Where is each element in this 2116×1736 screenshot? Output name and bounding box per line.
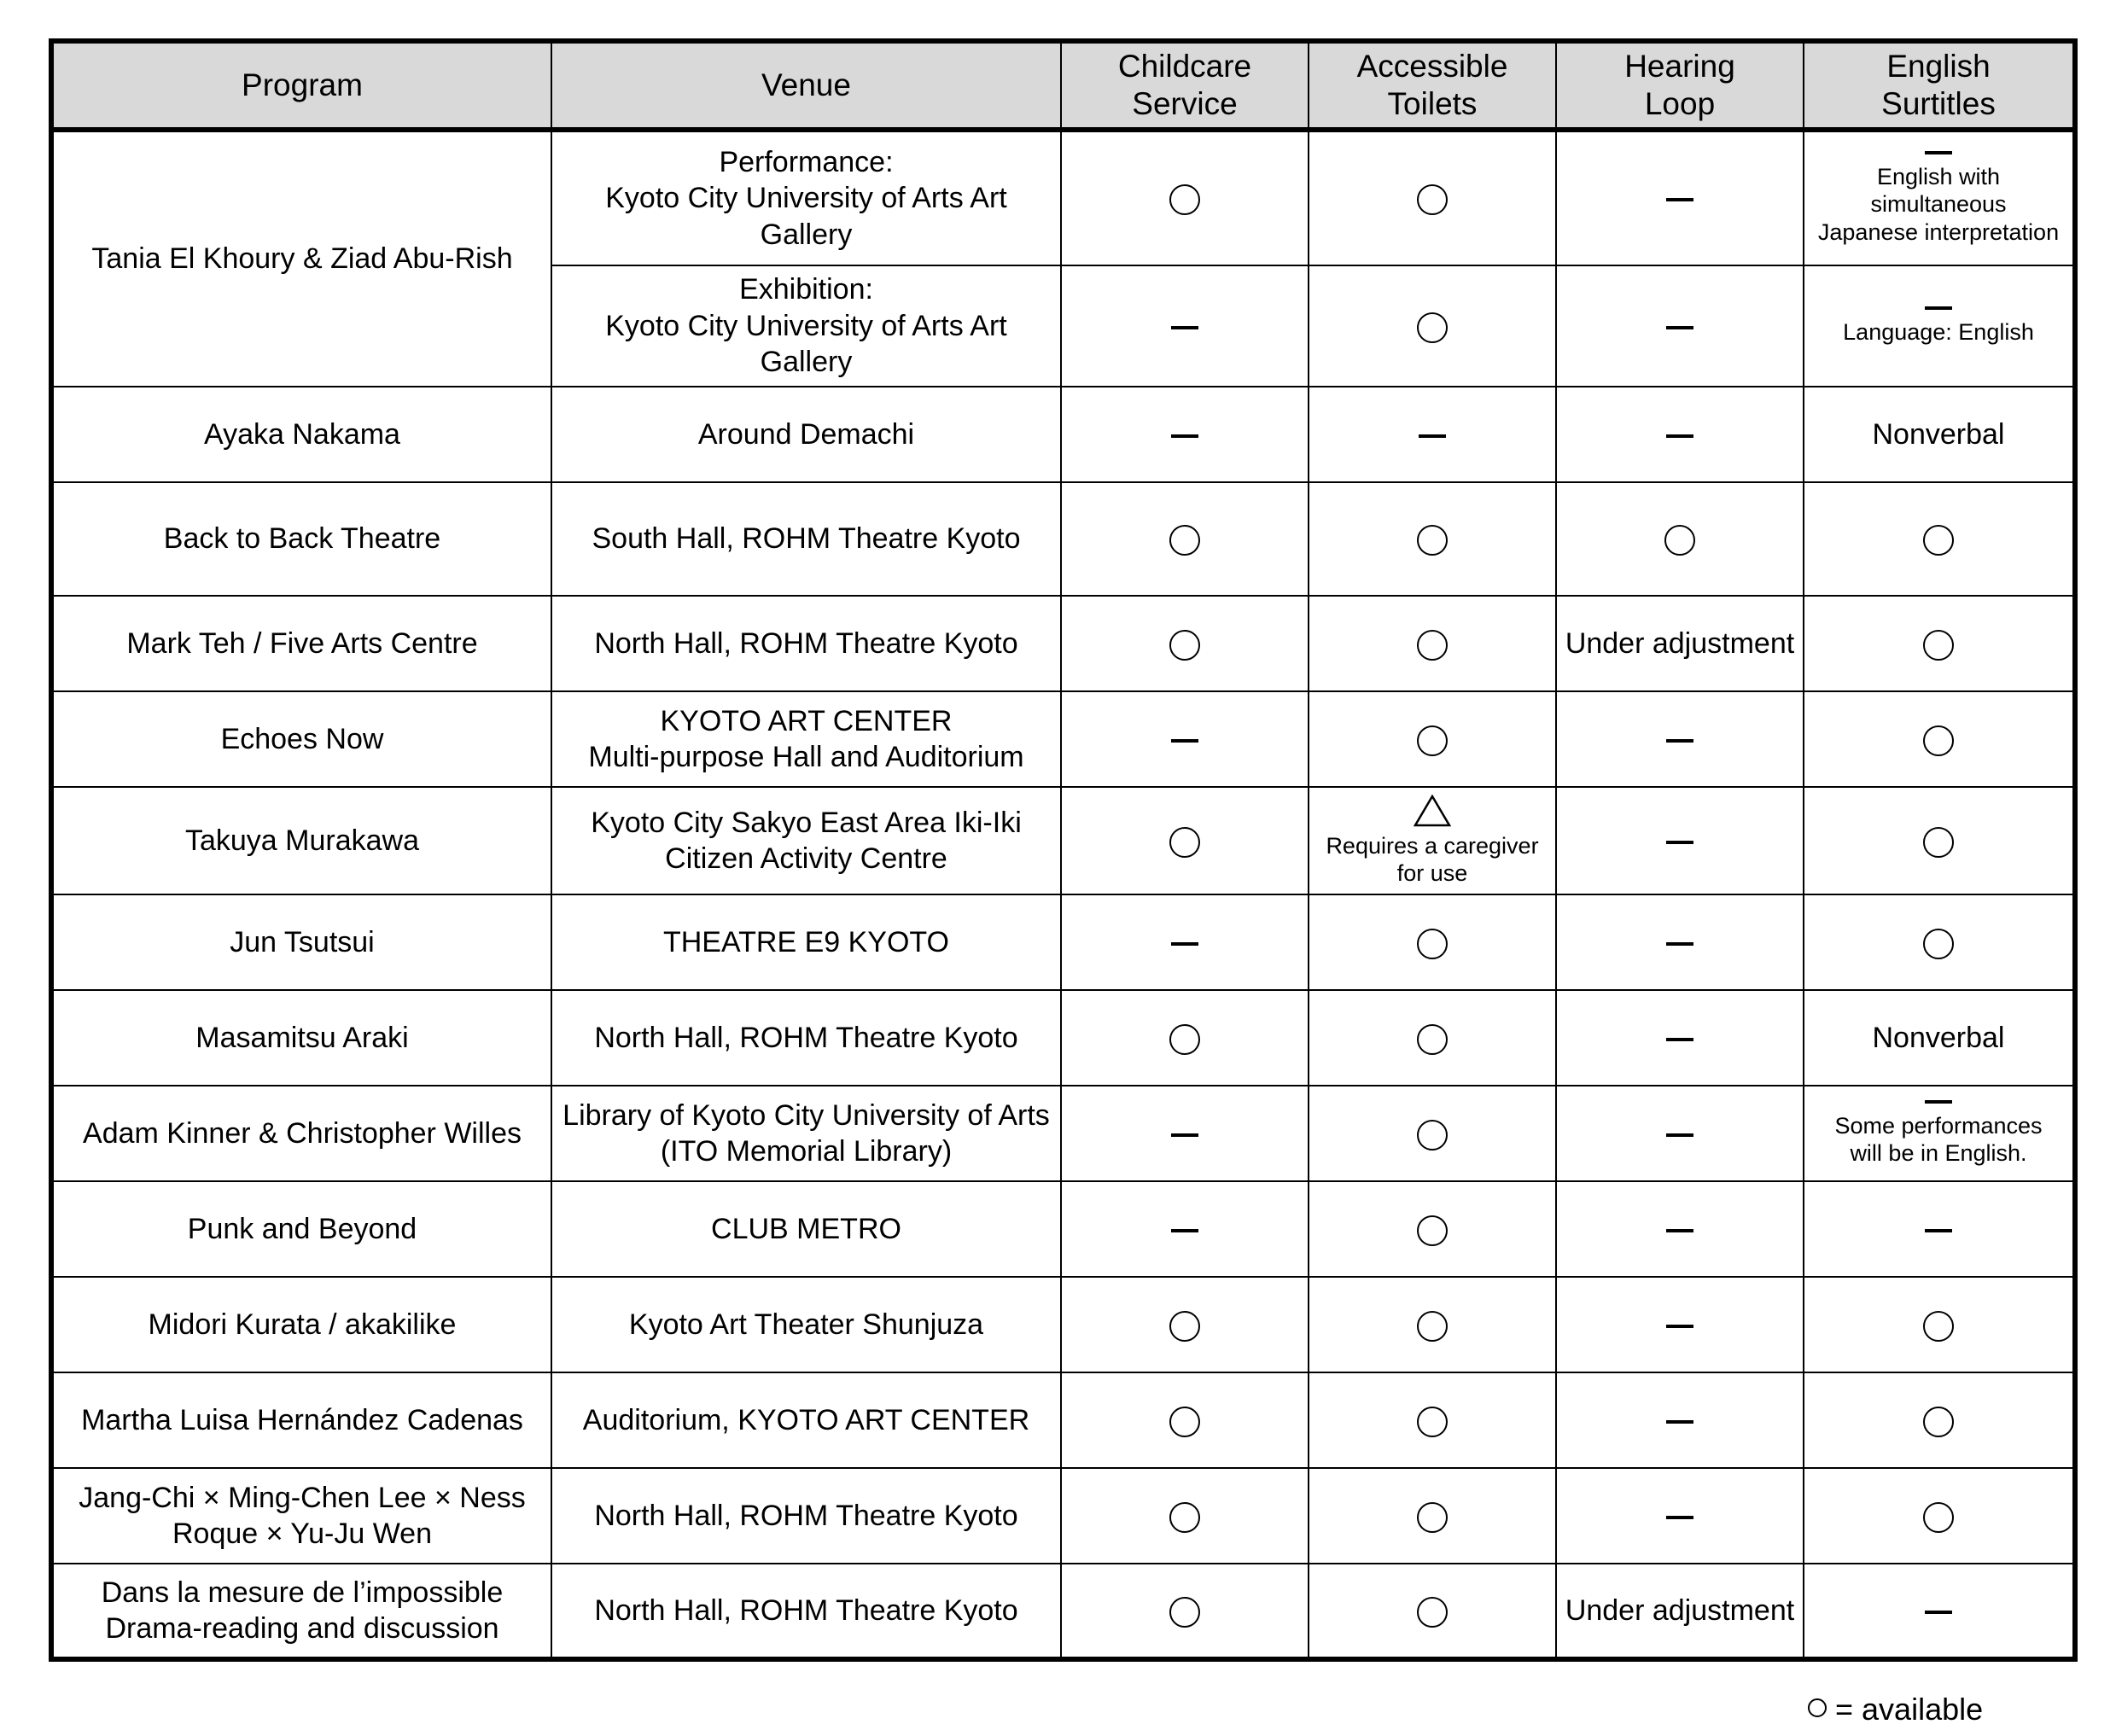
surtitles-cell	[1804, 691, 2075, 787]
surtitles-note: Some performances will be in English.	[1834, 1112, 2043, 1166]
program-cell: Jun Tsutsui	[51, 894, 551, 990]
not-available-icon	[1925, 1611, 1952, 1614]
surtitles-cell	[1804, 265, 2075, 387]
hearing-loop-cell	[1556, 1564, 1804, 1659]
available-icon	[1417, 725, 1448, 756]
legend	[1808, 1694, 1983, 1725]
childcare-cell	[1061, 596, 1309, 691]
available-icon	[1169, 827, 1200, 858]
program-cell: Martha Luisa Hernández Cadenas	[51, 1372, 551, 1468]
childcare-cell	[1061, 1468, 1309, 1564]
available-icon	[1923, 525, 1954, 556]
toilets-cell	[1309, 1564, 1556, 1659]
not-available-icon	[1666, 942, 1693, 946]
hearing-loop-cell	[1556, 596, 1804, 691]
venue-cell: North Hall, ROHM Theatre Kyoto	[551, 596, 1061, 691]
venue-cell: North Hall, ROHM Theatre Kyoto	[551, 990, 1061, 1086]
table-row	[51, 1086, 2075, 1181]
childcare-cell	[1061, 894, 1309, 990]
childcare-cell	[1061, 265, 1309, 387]
available-icon	[1417, 1502, 1448, 1533]
not-available-icon	[1666, 326, 1693, 329]
surtitles-note: English with simultaneous Japanese interpretation	[1817, 163, 2060, 245]
childcare-cell	[1061, 387, 1309, 482]
available-icon	[1169, 1311, 1200, 1342]
program-cell: Mark Teh / Five Arts Centre	[51, 596, 551, 691]
not-available-icon	[1666, 434, 1693, 438]
childcare-cell	[1061, 990, 1309, 1086]
header-venue: Venue	[551, 41, 1061, 130]
available-icon	[1169, 1597, 1200, 1628]
available-icon	[1417, 1120, 1448, 1151]
venue-cell: Exhibition: Kyoto City University of Arts Art Gallery	[551, 265, 1061, 387]
hearing-loop-cell	[1556, 130, 1804, 265]
available-icon	[1169, 1407, 1200, 1437]
toilets-cell	[1309, 265, 1556, 387]
program-cell: Jang-Chi × Ming-Chen Lee × Ness Roque × Yu-Ju Wen	[51, 1468, 551, 1564]
available-icon	[1417, 184, 1448, 215]
surtitles-cell	[1804, 1086, 2075, 1181]
available-icon	[1417, 630, 1448, 661]
toilets-cell	[1309, 1372, 1556, 1468]
available-icon	[1417, 312, 1448, 343]
hearing-loop-cell	[1556, 990, 1804, 1086]
not-available-icon	[1925, 1100, 1952, 1104]
hearing-loop-cell	[1556, 265, 1804, 387]
not-available-icon	[1666, 1516, 1693, 1519]
program-cell: Echoes Now	[51, 691, 551, 787]
hearing-loop-cell	[1556, 1277, 1804, 1372]
table-row	[51, 1181, 2075, 1277]
program-cell: Adam Kinner & Christopher Willes	[51, 1086, 551, 1181]
not-available-icon	[1171, 1229, 1198, 1232]
childcare-cell	[1061, 130, 1309, 265]
toilets-cell	[1309, 990, 1556, 1086]
venue-cell: North Hall, ROHM Theatre Kyoto	[551, 1468, 1061, 1564]
surtitles-cell	[1804, 1181, 2075, 1277]
venue-cell: Performance: Kyoto City University of Arts Art Gallery	[551, 130, 1061, 265]
toilets-cell	[1309, 1468, 1556, 1564]
program-cell: Midori Kurata / akakilike	[51, 1277, 551, 1372]
program-cell: Punk and Beyond	[51, 1181, 551, 1277]
not-available-icon	[1666, 1038, 1693, 1041]
surtitles-cell	[1804, 894, 2075, 990]
table-row	[51, 691, 2075, 787]
header-english-surtitles: English Surtitles	[1804, 41, 2075, 130]
accessibility-table	[49, 38, 2078, 1662]
legend-text: = available	[1835, 1692, 1984, 1727]
surtitles-text: Nonverbal	[1872, 1021, 2005, 1054]
available-icon	[1923, 827, 1954, 858]
toilets-cell	[1309, 482, 1556, 596]
available-icon	[1417, 1597, 1448, 1628]
surtitles-cell	[1804, 387, 2075, 482]
childcare-cell	[1061, 1564, 1309, 1659]
venue-cell: Kyoto City Sakyo East Area Iki-Iki Citizen Activity Centre	[551, 787, 1061, 894]
header-row	[51, 41, 2075, 130]
childcare-cell	[1061, 1181, 1309, 1277]
venue-cell: Library of Kyoto City University of Arts (ITO Memorial Library)	[551, 1086, 1061, 1181]
surtitles-cell	[1804, 990, 2075, 1086]
available-icon	[1664, 525, 1695, 556]
available-icon	[1417, 929, 1448, 959]
childcare-cell	[1061, 482, 1309, 596]
not-available-icon	[1666, 841, 1693, 844]
available-icon	[1169, 1502, 1200, 1533]
hearing-loop-cell	[1556, 787, 1804, 894]
hearing-loop-cell	[1556, 1372, 1804, 1468]
not-available-icon	[1666, 198, 1693, 201]
program-cell: Tania El Khoury & Ziad Abu-Rish	[51, 130, 551, 387]
program-cell: Back to Back Theatre	[51, 482, 551, 596]
toilets-cell	[1309, 130, 1556, 265]
childcare-cell	[1061, 691, 1309, 787]
table-row	[51, 1468, 2075, 1564]
childcare-cell	[1061, 1086, 1309, 1181]
available-icon	[1169, 184, 1200, 215]
not-available-icon	[1666, 1325, 1693, 1328]
table-row	[51, 1372, 2075, 1468]
program-cell: Takuya Murakawa	[51, 787, 551, 894]
table-row	[51, 1277, 2075, 1372]
available-icon	[1923, 1407, 1954, 1437]
venue-cell: Around Demachi	[551, 387, 1061, 482]
not-available-icon	[1171, 739, 1198, 743]
not-available-icon	[1419, 434, 1446, 438]
venue-cell: South Hall, ROHM Theatre Kyoto	[551, 482, 1061, 596]
available-icon	[1169, 630, 1200, 661]
program-cell: Ayaka Nakama	[51, 387, 551, 482]
not-available-icon	[1666, 1133, 1693, 1137]
table-row	[51, 130, 2075, 265]
not-available-icon	[1171, 326, 1198, 329]
toilets-cell	[1309, 387, 1556, 482]
venue-cell: KYOTO ART CENTER Multi-purpose Hall and Auditorium	[551, 691, 1061, 787]
available-icon	[1923, 630, 1954, 661]
table-row	[51, 894, 2075, 990]
hearing-loop-cell	[1556, 1086, 1804, 1181]
surtitles-cell	[1804, 1277, 2075, 1372]
not-available-icon	[1666, 1229, 1693, 1232]
surtitles-cell	[1804, 1372, 2075, 1468]
hearing-loop-cell	[1556, 894, 1804, 990]
available-icon	[1923, 725, 1954, 756]
program-cell: Masamitsu Araki	[51, 990, 551, 1086]
table-row	[51, 596, 2075, 691]
available-icon	[1923, 929, 1954, 959]
childcare-cell	[1061, 1277, 1309, 1372]
surtitles-cell	[1804, 596, 2075, 691]
toilets-cell	[1309, 894, 1556, 990]
header-program: Program	[51, 41, 551, 130]
not-available-icon	[1171, 1133, 1198, 1137]
venue-cell: North Hall, ROHM Theatre Kyoto	[551, 1564, 1061, 1659]
hearing-loop-cell	[1556, 691, 1804, 787]
surtitles-cell	[1804, 130, 2075, 265]
surtitles-cell	[1804, 482, 2075, 596]
table-row	[51, 482, 2075, 596]
table-row	[51, 387, 2075, 482]
available-icon	[1417, 1024, 1448, 1055]
venue-cell: Kyoto Art Theater Shunjuza	[551, 1277, 1061, 1372]
loop-text: Under adjustment	[1565, 626, 1795, 660]
surtitles-text: Nonverbal	[1872, 417, 2005, 451]
available-icon	[1417, 1311, 1448, 1342]
venue-cell: Auditorium, KYOTO ART CENTER	[551, 1372, 1061, 1468]
toilets-cell	[1309, 691, 1556, 787]
surtitles-note: Language: English	[1843, 318, 2034, 345]
venue-cell: CLUB METRO	[551, 1181, 1061, 1277]
not-available-icon	[1925, 1229, 1952, 1232]
hearing-loop-cell	[1556, 387, 1804, 482]
toilets-note: Requires a caregiver for use	[1326, 832, 1539, 886]
header-hearing-loop: Hearing Loop	[1556, 41, 1804, 130]
table-row	[51, 787, 2075, 894]
available-icon	[1169, 525, 1200, 556]
not-available-icon	[1666, 739, 1693, 743]
hearing-loop-cell	[1556, 482, 1804, 596]
surtitles-cell	[1804, 1564, 2075, 1659]
childcare-cell	[1061, 787, 1309, 894]
hearing-loop-cell	[1556, 1468, 1804, 1564]
toilets-cell	[1309, 1277, 1556, 1372]
header-childcare-service: Childcare Service	[1061, 41, 1309, 130]
table-body	[51, 130, 2075, 1659]
hearing-loop-cell	[1556, 1181, 1804, 1277]
available-icon	[1923, 1502, 1954, 1533]
available-icon	[1923, 1311, 1954, 1342]
surtitles-cell	[1804, 1468, 2075, 1564]
available-icon	[1417, 525, 1448, 556]
not-available-icon	[1171, 942, 1198, 946]
surtitles-cell	[1804, 787, 2075, 894]
toilets-cell	[1309, 1086, 1556, 1181]
childcare-cell	[1061, 1372, 1309, 1468]
table-row	[51, 990, 2075, 1086]
program-cell: Dans la mesure de l’impossible Drama-reading and discussion	[51, 1564, 551, 1659]
header-accessible-toilets: Accessible Toilets	[1309, 41, 1556, 130]
toilets-cell	[1309, 1181, 1556, 1277]
not-available-icon	[1925, 151, 1952, 154]
loop-text: Under adjustment	[1565, 1593, 1795, 1627]
not-available-icon	[1171, 434, 1198, 438]
not-available-icon	[1666, 1420, 1693, 1424]
available-icon	[1808, 1698, 1827, 1717]
not-available-icon	[1925, 306, 1952, 310]
available-icon	[1417, 1215, 1448, 1246]
toilets-cell	[1309, 787, 1556, 894]
available-icon	[1417, 1407, 1448, 1437]
conditional-icon	[1414, 795, 1451, 827]
toilets-cell	[1309, 596, 1556, 691]
available-icon	[1169, 1024, 1200, 1055]
table-row	[51, 1564, 2075, 1659]
venue-cell: THEATRE E9 KYOTO	[551, 894, 1061, 990]
